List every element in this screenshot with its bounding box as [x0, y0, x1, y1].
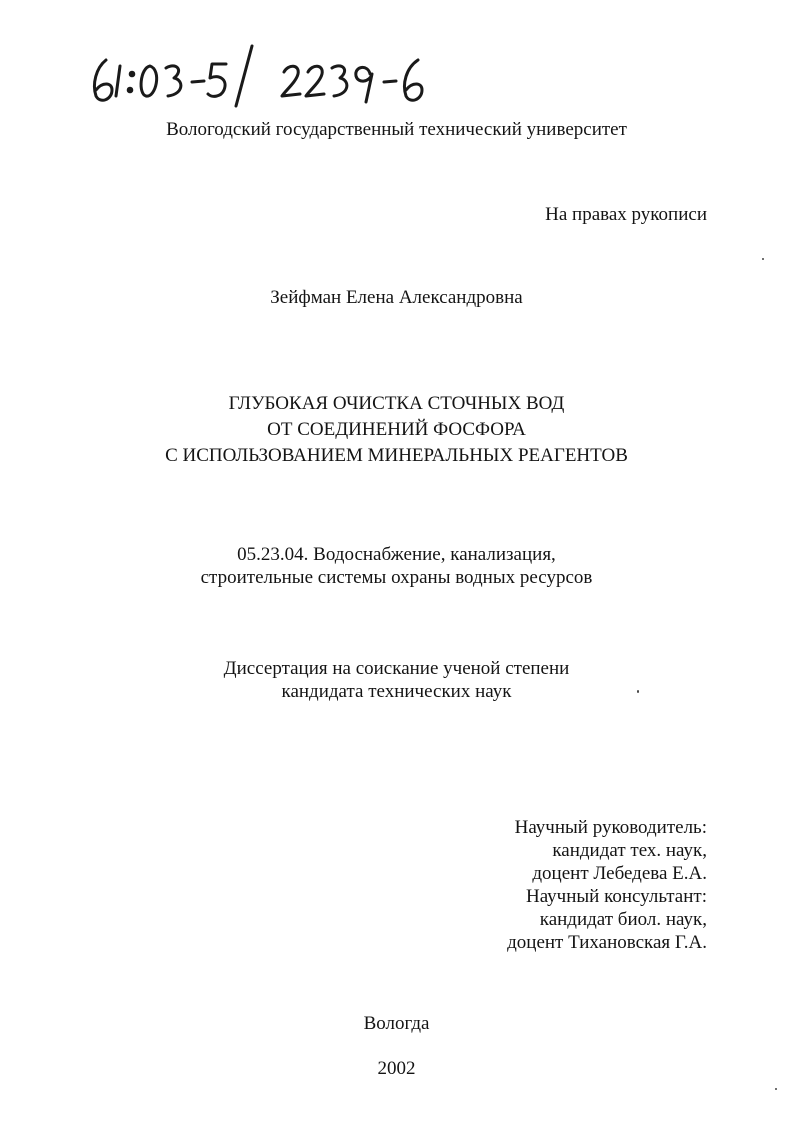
specialty-line: строительные системы охраны водных ресурсов [200, 567, 593, 588]
title-line: С ИСПОЛЬЗОВАНИЕМ МИНЕРАЛЬНЫХ РЕАГЕНТОВ [165, 445, 628, 466]
supervisor-line: доцент Лебедева Е.А. [532, 863, 707, 884]
supervisor-line: доцент Тихановская Г.А. [507, 932, 707, 953]
supervisor-line: кандидат тех. наук, [552, 840, 707, 861]
supervisor-line: кандидат биол. наук, [539, 909, 707, 930]
degree-line: Диссертация на соискание ученой степени [223, 658, 570, 679]
handwritten-archive-code [84, 40, 444, 110]
scan-speck [775, 1088, 777, 1090]
author-name: Зейфман Елена Александровна [270, 287, 523, 308]
specialty [0, 543, 793, 589]
year: 2002 [377, 1058, 416, 1079]
supervisor-line: Научный руководитель: [514, 817, 707, 838]
dissertation-title [0, 391, 793, 469]
specialty-line: 05.23.04. Водоснабжение, канализация, [237, 544, 556, 565]
university-name: Вологодский государственный технический университет [166, 119, 627, 140]
scan-speck [762, 258, 764, 260]
title-line: ОТ СОЕДИНЕНИЙ ФОСФОРА [267, 419, 526, 440]
city: Вологда [363, 1013, 430, 1034]
manuscript-note: На правах рукописи [545, 204, 707, 225]
degree-line: кандидата технических наук [281, 681, 512, 702]
degree-statement [0, 657, 793, 703]
supervisor-line: Научный консультант: [525, 886, 707, 907]
title-line: ГЛУБОКАЯ ОЧИСТКА СТОЧНЫХ ВОД [228, 393, 565, 414]
supervisors [507, 816, 707, 954]
scan-speck [637, 690, 639, 693]
